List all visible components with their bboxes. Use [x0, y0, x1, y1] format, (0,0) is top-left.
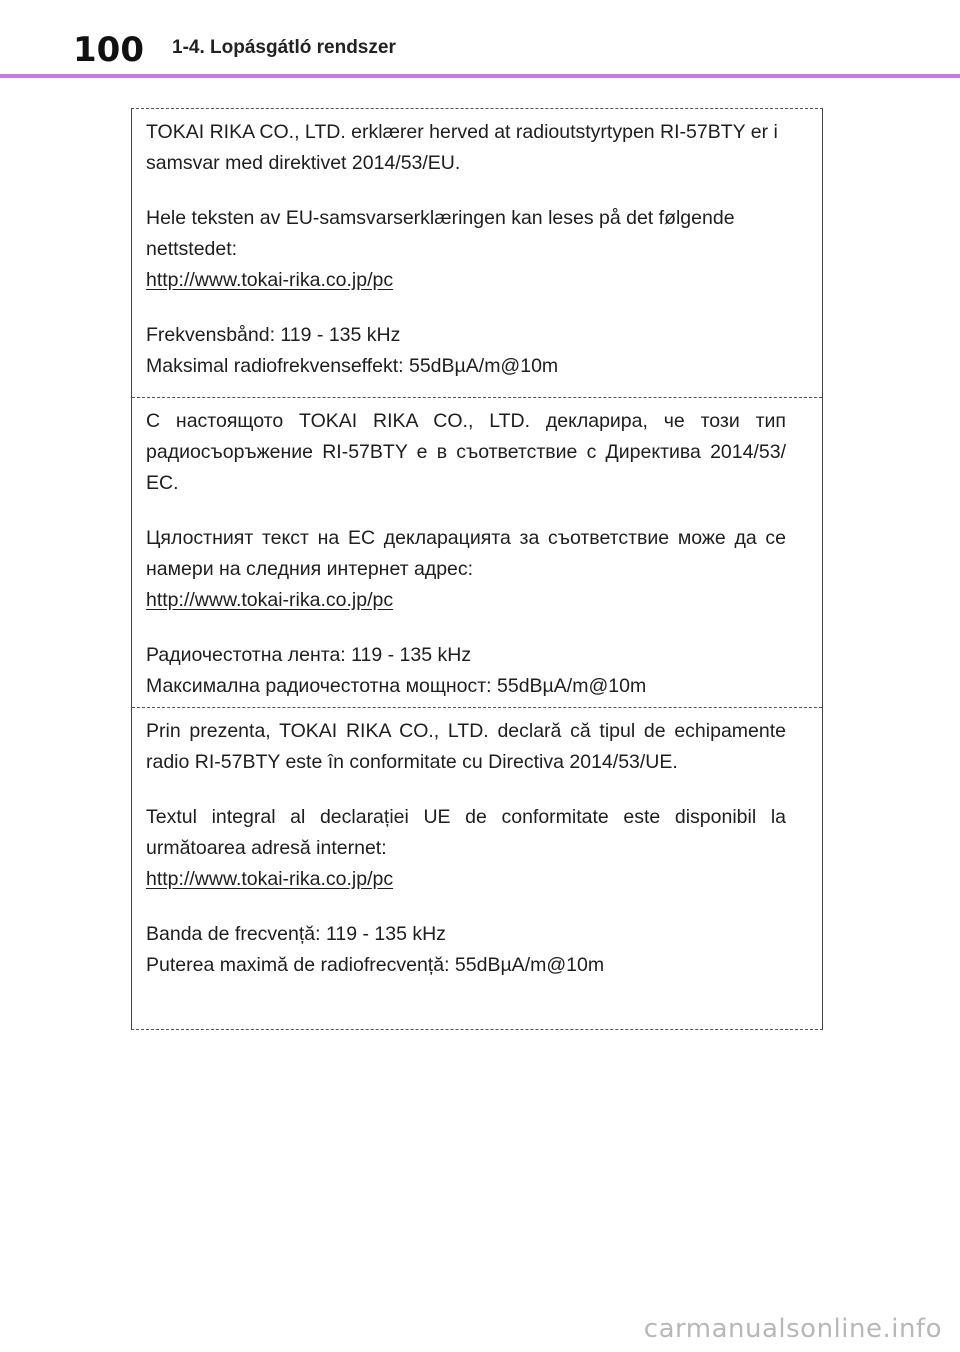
frequency-band: Радиочестотна лента: 119 - 135 kHz — [146, 644, 472, 666]
declaration-section-romanian — [132, 707, 822, 1029]
site-watermark: carmanualsonline.info — [643, 1314, 942, 1344]
fulltext-intro: Textul integral al declarației UE de conformitate este disponibil la următoarea adresă internet: — [146, 806, 786, 859]
declaration-box — [131, 108, 823, 1030]
header-divider — [0, 74, 960, 78]
frequency-band: Banda de frecvență: 119 - 135 kHz — [146, 923, 446, 945]
declaration-text: С настоящото TOKAI RIKA CO., LTD. декларира, че този тип радиосъоръжение RI-57BTY е в съответствие с Директива 2014/53/ЕС. — [146, 410, 786, 494]
max-power: Максимална радиочестотна мощност: 55dBµA/m@10m — [146, 675, 647, 697]
declaration-text: Prin prezenta, TOKAI RIKA CO., LTD. declară că tipul de echipamente radio RI-57BTY este în conformitate cu Directiva 2014/53/UE. — [146, 720, 786, 773]
page-header — [0, 0, 960, 80]
declaration-url-link[interactable]: http://www.tokai-rika.co.jp/pc — [146, 269, 394, 291]
declaration-url-link[interactable]: http://www.tokai-rika.co.jp/pc — [146, 589, 394, 611]
max-power: Puterea maximă de radiofrecvență: 55dBµA/m@10m — [146, 954, 605, 976]
declaration-text: TOKAI RIKA CO., LTD. erklærer herved at radioutstyrtypen RI-57BTY er i samsvar med direktivet 2014/53/EU. — [146, 121, 778, 174]
declaration-section-norwegian — [132, 109, 822, 397]
fulltext-intro: Цялостният текст на ЕС декларацията за съответствие може да се намери на следния интернет адрес: — [146, 527, 786, 580]
declaration-url-link[interactable]: http://www.tokai-rika.co.jp/pc — [146, 868, 394, 890]
fulltext-intro: Hele teksten av EU-samsvarserklæringen kan leses på det følgende nettstedet: — [146, 207, 735, 260]
max-power: Maksimal radiofrekvenseffekt: 55dBµA/m@10m — [146, 355, 559, 377]
declaration-section-bulgarian — [132, 397, 822, 707]
frequency-band: Frekvensbånd: 119 - 135 kHz — [146, 324, 401, 346]
section-title: 1-4. Lopásgátló rendszer — [172, 37, 396, 58]
page-number: 100 — [73, 30, 144, 70]
